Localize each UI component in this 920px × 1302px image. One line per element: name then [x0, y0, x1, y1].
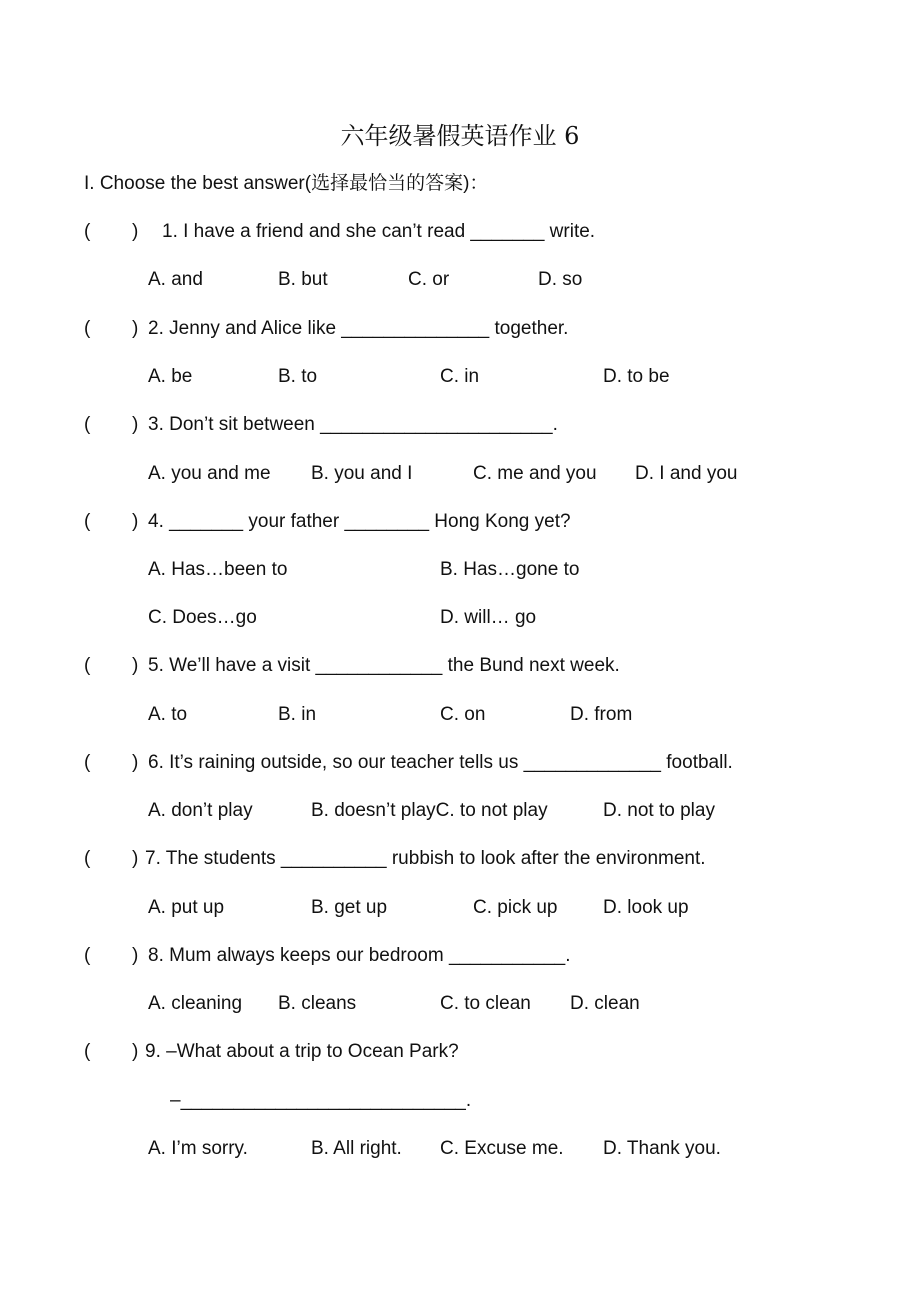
answer-bracket-close: )	[132, 752, 139, 773]
option-a: A. Has…been to	[148, 559, 288, 580]
option-d: D. I and you	[635, 463, 738, 484]
answer-bracket-open: (	[84, 1041, 91, 1062]
option-c: C. or	[408, 269, 450, 290]
option-b: B. All right.	[311, 1138, 402, 1159]
reply-blank: –___________________________.	[170, 1090, 472, 1111]
question-text: 5. We’ll have a visit ____________ the Bund next week.	[148, 655, 620, 676]
option-a: A. cleaning	[148, 993, 243, 1014]
option-d: D. Thank you.	[603, 1138, 721, 1159]
option-c: C. Excuse me.	[440, 1138, 564, 1159]
answer-bracket-close: )	[132, 318, 139, 339]
answer-bracket-open: (	[84, 221, 91, 242]
option-d: D. so	[538, 269, 583, 290]
question-text: 1. I have a friend and she can’t read _______ write.	[162, 221, 596, 242]
option-d: D. not to play	[603, 800, 715, 821]
answer-bracket-close: )	[132, 945, 139, 966]
option-c: C. on	[440, 704, 486, 725]
option-b: B. you and I	[311, 463, 413, 484]
question-text: 4. _______ your father ________ Hong Kong yet?	[148, 511, 571, 532]
answer-bracket-open: (	[84, 945, 91, 966]
option-b: B. doesn’t playC. to not play	[311, 800, 548, 821]
answer-bracket-close: )	[132, 1041, 139, 1062]
option-c: C. pick up	[473, 897, 558, 918]
option-a: A. be	[148, 366, 193, 387]
answer-bracket-open: (	[84, 511, 91, 532]
option-d: D. from	[570, 704, 633, 725]
option-a: A. put up	[148, 897, 225, 918]
option-a: A. to	[148, 704, 188, 725]
question-text: 9. –What about a trip to Ocean Park?	[145, 1041, 459, 1062]
option-c: C. me and you	[473, 463, 597, 484]
option-c: C. in	[440, 366, 480, 387]
option-b: B. to	[278, 366, 318, 387]
answer-bracket-open: (	[84, 752, 91, 773]
option-b: B. get up	[311, 897, 388, 918]
answer-bracket-open: (	[84, 414, 91, 435]
question-text: 3. Don’t sit between ______________________.	[148, 414, 558, 435]
option-d: D. clean	[570, 993, 640, 1014]
answer-bracket-close: )	[132, 414, 139, 435]
option-d: D. to be	[603, 366, 670, 387]
option-d: D. will… go	[440, 607, 537, 628]
answer-bracket-open: (	[84, 655, 91, 676]
option-a: A. you and me	[148, 463, 271, 484]
option-b: B. but	[278, 269, 328, 290]
page-title: 六年级暑假英语作业 6	[340, 122, 580, 150]
answer-bracket-close: )	[132, 221, 139, 242]
option-b: B. cleans	[278, 993, 357, 1014]
answer-bracket-close: )	[132, 511, 139, 532]
question-text: 2. Jenny and Alice like ______________ together.	[148, 318, 569, 339]
option-d: D. look up	[603, 897, 689, 918]
option-c: C. to clean	[440, 993, 531, 1014]
option-b: B. Has…gone to	[440, 559, 580, 580]
option-b: B. in	[278, 704, 317, 725]
option-c: C. Does…go	[148, 607, 257, 628]
answer-bracket-close: )	[132, 655, 139, 676]
answer-bracket-close: )	[132, 848, 139, 869]
question-text: 7. The students __________ rubbish to look after the environment.	[145, 848, 706, 869]
option-a: A. I’m sorry.	[148, 1138, 248, 1159]
question-text: 8. Mum always keeps our bedroom ___________.	[148, 945, 571, 966]
question-text: 6. It’s raining outside, so our teacher tells us _____________ football.	[148, 752, 733, 773]
answer-bracket-open: (	[84, 318, 91, 339]
option-a: A. and	[148, 269, 203, 290]
option-a: A. don’t play	[148, 800, 253, 821]
section-heading: I. Choose the best answer(选择最恰当的答案)：	[84, 173, 489, 194]
answer-bracket-open: (	[84, 848, 91, 869]
